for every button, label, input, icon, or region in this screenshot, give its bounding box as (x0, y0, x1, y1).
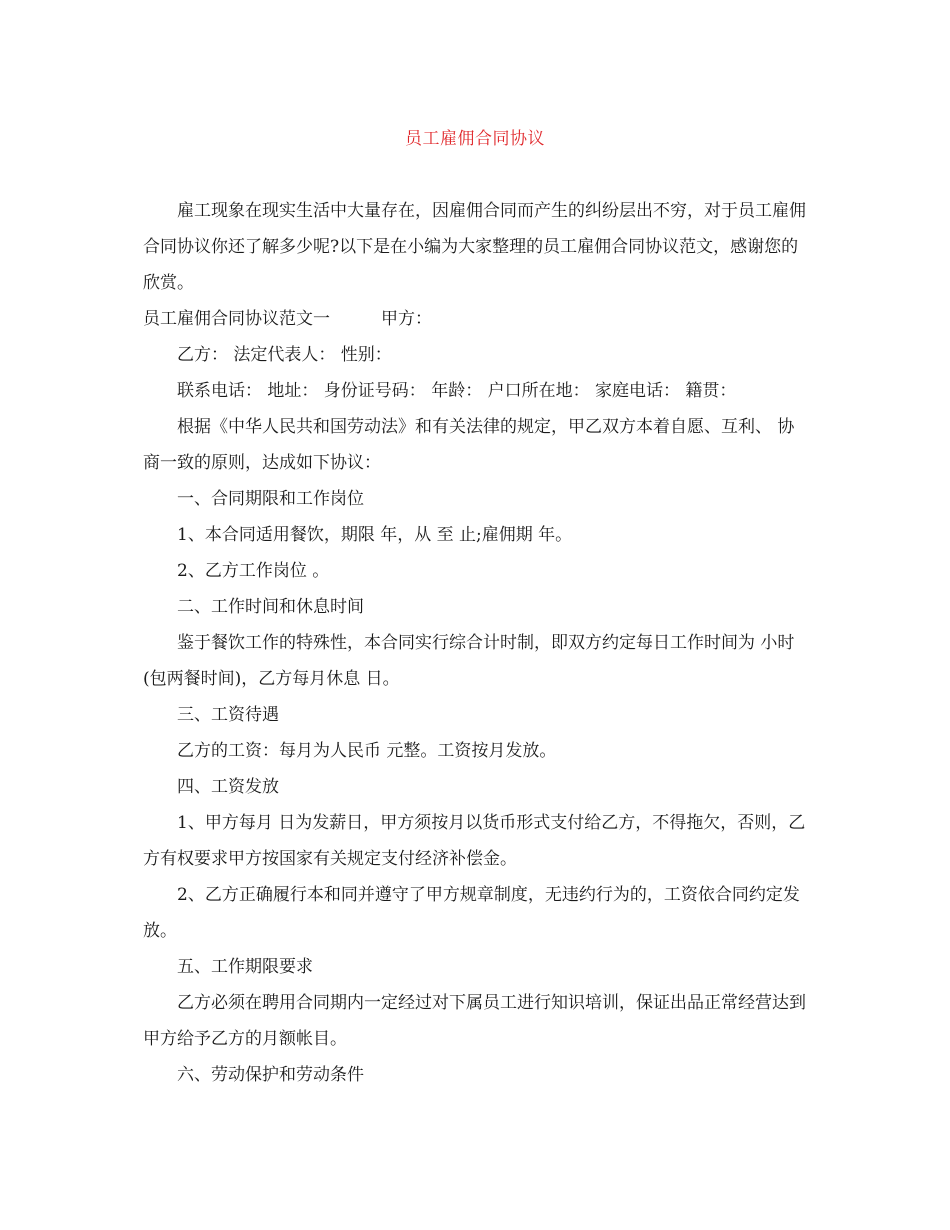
intro-paragraph: 雇工现象在现实生活中大量存在，因雇佣合同而产生的纠纷层出不穷，对于员工雇佣合同协议你还了解多少呢?以下是在小编为大家整理的员工雇佣合同协议范文，感谢您的欣赏。 (143, 201, 806, 293)
clause-paragraph: 乙方必须在聘用合同期内一定经过对下属员工进行知识培训，保证出品正常经营达到甲方给予乙方的月额帐目。 (143, 993, 806, 1049)
legal-basis-paragraph: 根据《中华人民共和国劳动法》和有关法律的规定，甲乙双方本着自愿、互利、 协商一致的原则，达成如下协议： (143, 417, 795, 473)
document-body (143, 193, 807, 1093)
clause-paragraph: 1、甲方每月 日为发薪日，甲方须按月以货币形式支付给乙方，不得拖欠，否则，乙方有权要求甲方按国家有关规定支付经济补偿金。 (143, 813, 806, 869)
section-heading: 六、劳动保护和劳动条件 (177, 1065, 364, 1085)
document-title: 员工雇佣合同协议 (405, 129, 545, 149)
party-b-line: 乙方： 法定代表人： 性别： (177, 345, 392, 365)
section-heading: 三、工资待遇 (177, 705, 279, 725)
contact-info-line: 联系电话： 地址： 身份证号码： 年龄： 户口所在地： 家庭电话： 籍贯： (177, 381, 737, 401)
clause-paragraph: 1、本合同适用餐饮，期限 年，从 至 止;雇佣期 年。 (177, 525, 573, 545)
clause-paragraph: 乙方的工资：每月为人民币 元整。工资按月发放。 (177, 741, 557, 761)
section-heading: 一、合同期限和工作岗位 (177, 489, 364, 509)
section-heading: 四、工资发放 (177, 777, 279, 797)
section-heading: 五、工作期限要求 (177, 957, 313, 977)
clause-paragraph: 2、乙方正确履行本和同并遵守了甲方规章制度，无违约行为的，工资依合同约定发放。 (143, 885, 800, 941)
clause-paragraph: 鉴于餐饮工作的特殊性，本合同实行综合计时制，即双方约定每日工作时间为 小时(包两餐时间)，乙方每月休息 日。 (143, 633, 795, 689)
sample-heading: 员工雇佣合同协议范文一 甲方： (143, 309, 432, 329)
section-heading: 二、工作时间和休息时间 (177, 597, 364, 617)
clause-paragraph: 2、乙方工作岗位 。 (177, 561, 330, 581)
